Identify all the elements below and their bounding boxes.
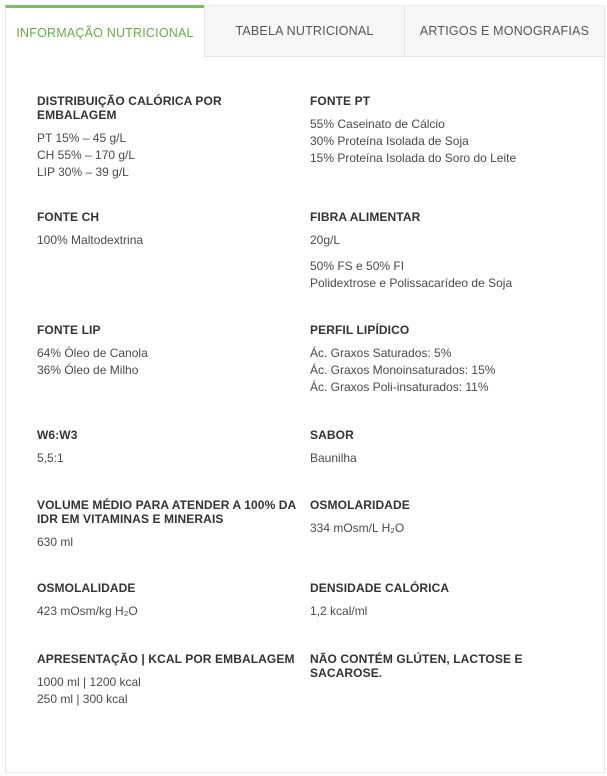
value-line: 55% Caseinato de Cálcio <box>310 117 445 131</box>
section-osmolaridade <box>310 498 570 537</box>
value-line: 36% Óleo de Milho <box>37 363 139 377</box>
value-line: 5,5:1 <box>37 451 64 465</box>
value-line: Ác. Graxos Monoinsaturados: 15% <box>310 363 496 377</box>
section-volume-medio <box>37 498 297 551</box>
value-line: 50% FS e 50% FI <box>310 259 405 273</box>
section-title: FONTE PT <box>310 94 371 108</box>
value-line: 30% Proteína Isolada de Soja <box>310 134 469 148</box>
section-fonte-pt <box>310 94 570 167</box>
value-line: 64% Óleo de Canola <box>37 346 148 360</box>
value-line: 20g/L <box>310 233 341 247</box>
value-line: 250 ml | 300 kcal <box>37 692 128 706</box>
value-line: Ác. Graxos Poli-insaturados: 11% <box>310 380 489 394</box>
section-fibra-alimentar <box>310 210 570 292</box>
section-title: OSMOLALIDADE <box>37 581 136 595</box>
tab-bar <box>5 5 605 57</box>
value-line: Baunilha <box>310 451 357 465</box>
value-line: Polidextrose e Polissacarídeo de Soja <box>310 276 513 290</box>
section-title: VOLUME MÉDIO PARA ATENDER A 100% DA IDR EM VITAMINAS E MINERAIS <box>37 498 296 526</box>
tab-informacao-nutricional[interactable]: INFORMAÇÃO NUTRICIONAL <box>5 5 204 57</box>
section-sabor <box>310 428 570 467</box>
value-line: 15% Proteína Isolada do Soro do Leite <box>310 151 517 165</box>
value-line: Ác. Graxos Saturados: 5% <box>310 346 452 360</box>
section-title: FIBRA ALIMENTAR <box>310 210 421 224</box>
section-distribuicao-calorica <box>37 94 297 181</box>
section-title: APRESENTAÇÃO | KCAL POR EMBALAGEM <box>37 652 295 666</box>
tab-tabela-nutricional[interactable]: TABELA NUTRICIONAL <box>204 5 404 57</box>
value-line: CH 55% – 170 g/L <box>37 148 136 162</box>
section-title: DISTRIBUIÇÃO CALÓRICA POR EMBALAGEM <box>37 94 222 122</box>
value-line: 100% Maltodextrina <box>37 233 144 247</box>
value-line: 423 mOsm/kg H₂O <box>37 604 138 618</box>
value-line: LIP 30% – 39 g/L <box>37 165 129 179</box>
section-title: FONTE CH <box>37 210 100 224</box>
section-fonte-lip <box>37 323 297 379</box>
value-line: PT 15% – 45 g/L <box>37 131 127 145</box>
value-line: 630 ml <box>37 535 74 549</box>
section-title: NÃO CONTÉM GLÚTEN, LACTOSE E SACAROSE. <box>310 652 523 680</box>
section-apresentacao <box>37 652 297 708</box>
section-w6w3 <box>37 428 297 467</box>
section-osmolalidade <box>37 581 297 620</box>
section-title: SABOR <box>310 428 354 442</box>
section-nao-contem <box>310 652 530 688</box>
section-title: FONTE LIP <box>37 323 101 337</box>
section-fonte-ch <box>37 210 297 249</box>
section-perfil-lipidico <box>310 323 570 396</box>
section-title: OSMOLARIDADE <box>310 498 410 512</box>
value-line: 1,2 kcal/ml <box>310 604 368 618</box>
tab-artigos-monografias[interactable]: ARTIGOS E MONOGRAFIAS <box>404 5 605 57</box>
value-line: 334 mOsm/L H₂O <box>310 521 405 535</box>
section-densidade-calorica <box>310 581 570 620</box>
value-line: 1000 ml | 1200 kcal <box>37 675 141 689</box>
section-title: W6:W3 <box>37 428 78 442</box>
section-title: DENSIDADE CALÓRICA <box>310 581 450 595</box>
section-title: PERFIL LIPÍDICO <box>310 323 410 337</box>
